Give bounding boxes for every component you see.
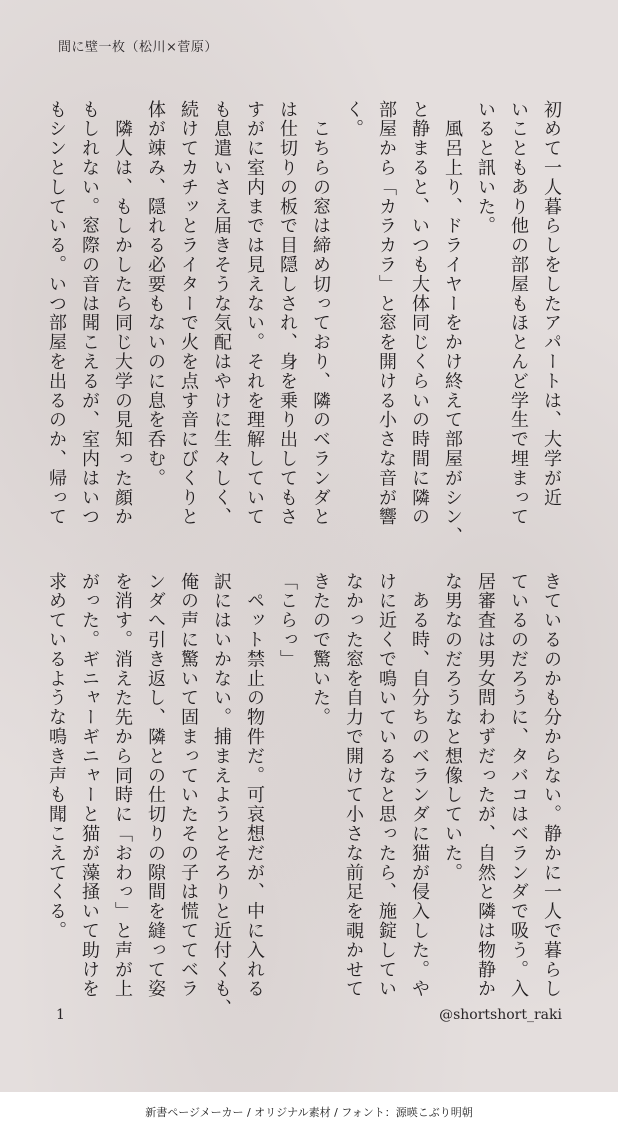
author-handle: @shortshort_raki	[439, 1007, 562, 1023]
page-title: 間に壁一枚（松川×菅原）	[58, 40, 218, 55]
story-text-bottom: きているのかも分からない。静かに一人で暮らし ているのだろうに、タバコはベランダで吸う。入 居審査は男女問わずだったが、自然と隣は物静か な男なのだろうなと想像していた。 ある時、自分ちのベランダに猫が侵入した。や けに近くで鳴いているなと思ったら、施錠してい なかった窓を自力で開けて小さな前足を覗かせて きたので驚いた。 「こらっ」 ペット禁止の物件だ。可哀想だが、中に入れる 訳にはいかない。捕まえようとそろりと近付くも、 俺の声に驚いて固まっていたその子は慌ててベラ ンダへ引き返し、隣との仕切りの隙間を縫って姿 を消す。消えた先から同時に「おわっ」と声が上 がった。ギニャーギニャーと猫が藻掻いて助けを 求めているような鳴き声も聞こえてくる。	[46, 572, 562, 1019]
page-number: 1	[56, 1007, 65, 1023]
footer-credit: 新書ページメーカー / オリジナル素材 / フォント：源暎こぶり明朝	[0, 1092, 618, 1132]
story-text-top: 初めて一人暮らしをしたアパートは、大学が近 いこともあり他の部屋もほとんど学生で埋まって いると訊いた。 風呂上り、ドライヤーをかけ終えて部屋がシン、 と静まると、いつも大体同じくらいの時間に隣の 部屋から「カラカラ」と窓を開ける小さな音が響 く。 こちらの窓は締め切っており、隣のベランダと は仕切りの板で目隠しされ、身を乗り出してもさ すがに室内までは見えない。それを理解していて も息遣いさえ届きそうな気配はやけに生々しく、 続けてカチッとライターで火を点す音にびくりと 体が竦み、隠れる必要もないのに息を呑む。 隣人は、もしかしたら同じ大学の見知った顔か もしれない。窓際の音は聞こえるが、室内はいつ もシンとしている。いつ部屋を出るのか、帰って	[46, 100, 562, 547]
